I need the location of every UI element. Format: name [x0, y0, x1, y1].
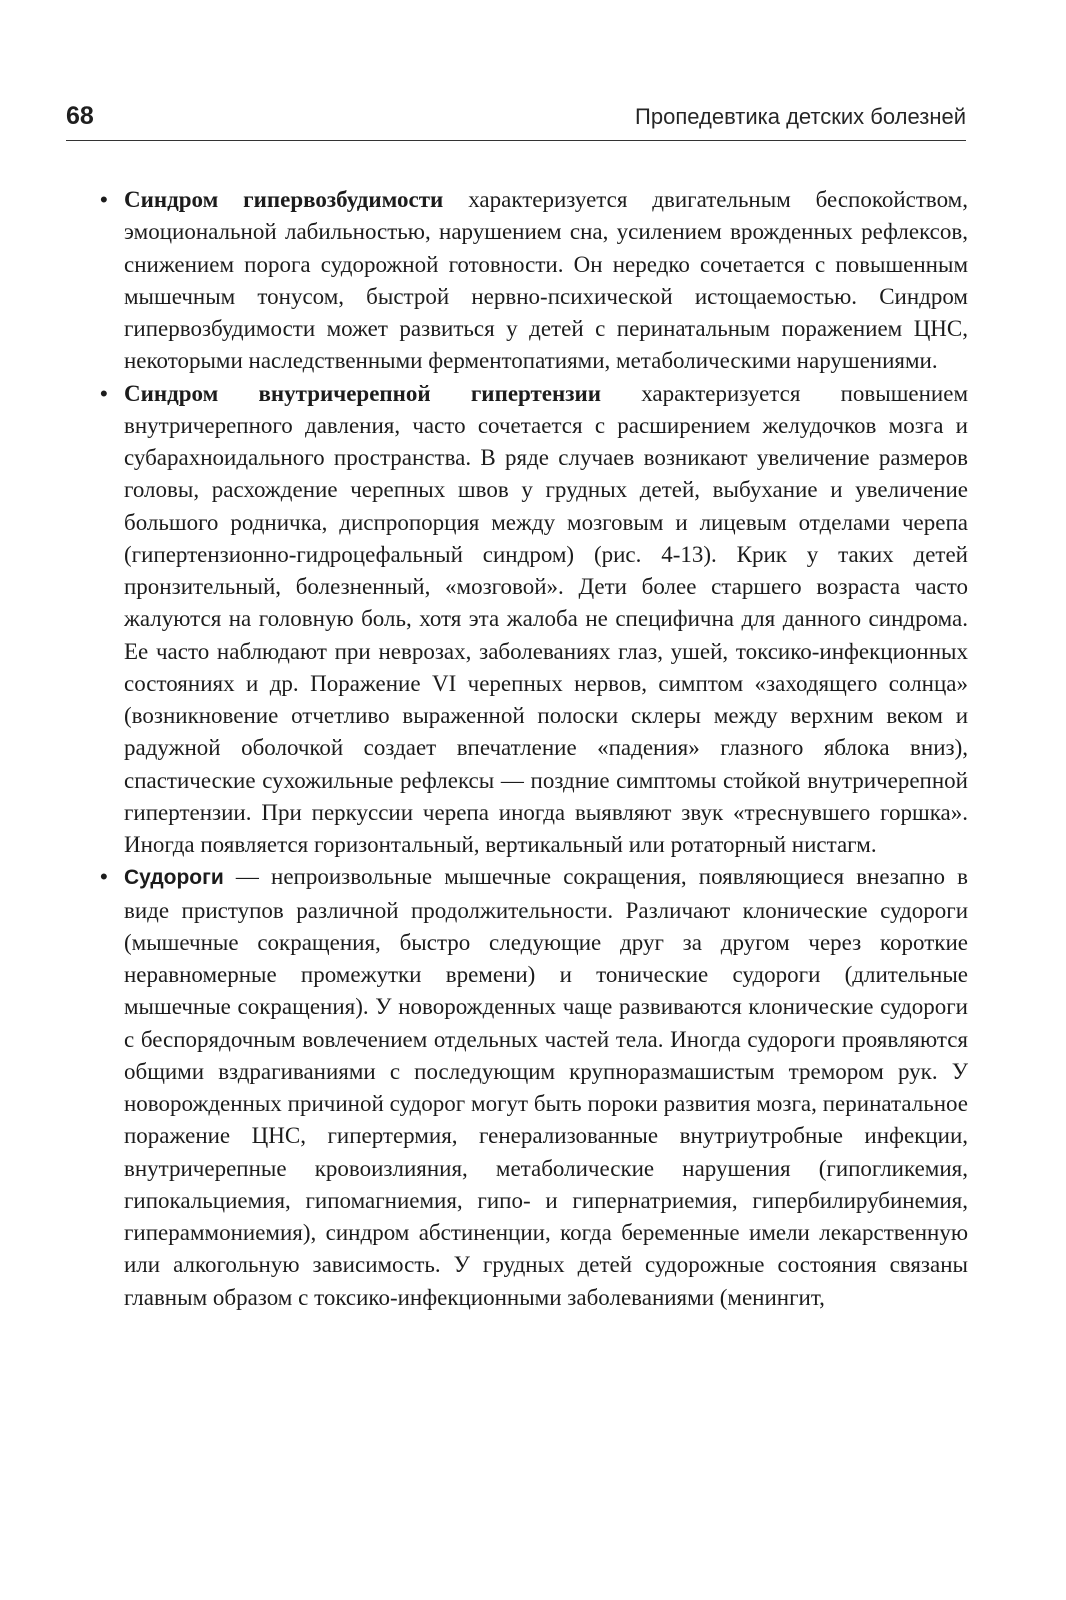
bullet-item-hyperexcitability [100, 184, 968, 378]
book-title: Пропедевтика детских болезней [635, 104, 966, 129]
paragraph-text: характеризуется повышением внутричерепного давления, часто сочетается с расширением желудочков мозга и субарахноидального пространства. В ряде случаев возникают увеличение размеров головы, расхождение черепных швов у грудных детей, выбухание и увеличение большого родничка, диспропорция между мозговым и лицевым отделами черепа (гипертензионно-гидроцефальный синдром) (рис. 4-13). Крик у таких детей пронзительный, болезненный, «мозговой». Дети более старшего возраста часто жалуются на головную боль, хотя эта жалоба не специфична для данного синдрома. Ее часто наблюдают при неврозах, заболеваниях глаз, ушей, токсико-инфекционных состояниях и др. Поражение VI черепных нервов, симптом «заходящего солнца» (возникновение отчетливо выраженной полоски склеры между верхним веком и радужной оболочкой создает впечатление «падения» глазного яблока вниз), спастические сухожильные рефлексы — поздние симптомы стойкой внутричерепной гипертензии. При перкуссии черепа иногда выявляют звук «треснувшего горшка». Иногда появляется горизонтальный, вертикальный или ротаторный нистагм. [124, 380, 968, 857]
term-hyperexcitability: Синдром гипервозбудимости [124, 187, 444, 212]
paragraph-text: характеризуется двигательным беспокойством, эмоциональной лабильностью, нарушением сна, усилением врожденных рефлексов, снижением порога судорожной готовности. Он нередко сочетается с повышенным мышечным тонусом, быстрой нервно-психической истощаемостью. Синдром гипервозбудимости может развиться у детей с перинатальным поражением ЦНС, некоторыми наследственными ферментопатиями, метаболическими нарушениями. [124, 187, 968, 374]
body-text [100, 184, 968, 1314]
bullet-icon: • [100, 864, 108, 890]
bullet-icon: • [100, 380, 108, 406]
term-seizures: Судороги [124, 866, 224, 890]
term-intracranial-hypertension: Синдром внутричерепной гипертензии [124, 380, 602, 406]
bullet-icon: • [100, 187, 108, 212]
bullet-item-intracranial-hypertension [100, 378, 968, 862]
paragraph-text: — непроизвольные мышечные сокращения, появляющиеся внезапно в виде приступов различной продолжительности. Различают клонические судороги (мышечные сокращения, быстро следующие друг за другом через короткие неравномерные промежутки времени) и тонические судороги (длительные мышечные сокращения). У новорожденных чаще развиваются клонические судороги с беспорядочным вовлечением отдельных частей тела. Иногда судороги проявляются общими вздрагиваниями с последующим крупноразмашистым тремором рук. У новорожденных причиной судорог могут быть пороки развития мозга, перинатальное поражение ЦНС, гипертермия, генерализованные внутриутробные инфекции, внутричерепные кровоизлияния, метаболические нарушения (гипогликемия, гипокальциемия, гипомагниемия, гипо- и гипернатриемия, гипербилирубинемия, гипераммониемия), синдром абстиненции, когда беременные имели лекарственную или алкогольную зависимость. У грудных детей судорожные состояния связаны главным образом с токсико-инфекционными заболеваниями (менингит, [124, 864, 968, 1310]
bullet-item-seizures [100, 861, 968, 1314]
running-header [66, 100, 966, 141]
page-number: 68 [66, 102, 94, 130]
